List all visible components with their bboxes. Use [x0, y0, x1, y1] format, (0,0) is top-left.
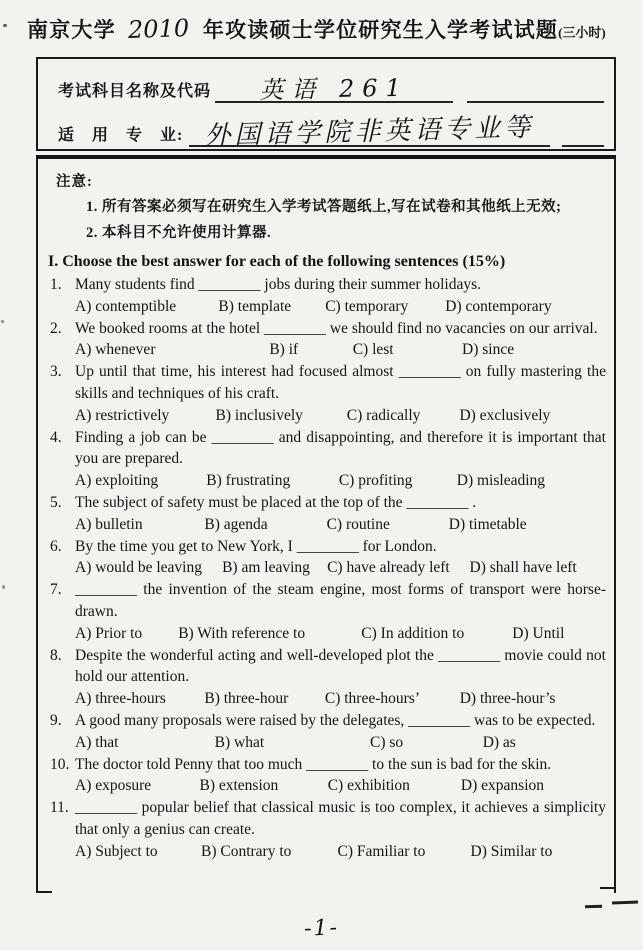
question-number: 3.	[50, 363, 62, 381]
option-c: C) profiting	[338, 472, 413, 490]
option-a: A) bulletin	[75, 515, 143, 533]
major-label: 适 用 专 业:	[58, 127, 184, 144]
option-b: B) template	[218, 297, 292, 315]
question-options	[75, 339, 595, 361]
subject-row	[58, 69, 604, 103]
question-box	[36, 155, 616, 893]
box-corner-right	[600, 887, 616, 889]
question-stem: The subject of safety must be placed at the top of the ________ .	[75, 493, 477, 511]
question-number: 9.	[50, 711, 62, 729]
question-stem: ________ popular belief that classical music is too complex, it achieves a simplicity that only a genius can create.	[75, 799, 606, 838]
option-d: D) Similar to	[470, 842, 553, 860]
option-c: C) exhibition	[327, 777, 410, 795]
option-b: B) With reference to	[178, 624, 306, 642]
option-d: D) timetable	[448, 515, 527, 533]
scan-artifact-dash	[612, 901, 638, 905]
option-c: C) radically	[346, 406, 421, 424]
question-stem: Up until that time, his interest had focused almost ________ on fully mastering the skills and techniques of his craft.	[75, 363, 606, 402]
option-b: B) frustrating	[206, 472, 291, 490]
option-a: A) exposure	[75, 777, 152, 795]
option-d: D) Until	[512, 624, 565, 642]
scan-artifact-speck	[3, 24, 7, 27]
section-heading: I. Choose the best answer for each of the following sentences (15%)	[48, 253, 506, 270]
question-number: 6.	[50, 537, 62, 555]
question-stem: Despite the wonderful acting and well-developed plot the ________ movie could not hold our attention.	[75, 646, 606, 686]
option-b: B) am leaving	[222, 559, 310, 577]
option-a: A) restrictively	[75, 406, 170, 424]
question-options	[75, 405, 595, 427]
option-b: B) Contrary to	[200, 842, 292, 860]
question-stem: We booked rooms at the hotel ________ we should find no vacancies on our arrival.	[75, 319, 598, 337]
question-7	[48, 579, 606, 644]
option-a: A) Subject to	[75, 842, 158, 860]
question-4	[48, 427, 606, 492]
option-d: D) shall have left	[469, 559, 577, 577]
exam-duration: (三小时)	[558, 25, 606, 40]
option-a: A) exploiting	[75, 472, 159, 490]
option-b: B) if	[269, 341, 299, 359]
option-b: B) what	[214, 733, 265, 751]
option-c: C) In addition to	[361, 624, 465, 642]
question-options	[75, 732, 595, 754]
question-6	[48, 536, 606, 580]
major-row	[58, 112, 604, 152]
question-stem: Finding a job can be ________ and disappointing, and therefore it is important that you are prepared.	[75, 428, 606, 468]
option-a: A) contemptible	[75, 297, 177, 315]
major-underline	[189, 111, 550, 152]
handwritten-subject: 英语 261	[259, 73, 410, 105]
subject-label: 考试科目名称及代码	[58, 83, 212, 100]
option-d: D) as	[482, 733, 516, 751]
option-a: A) Prior to	[75, 624, 143, 642]
major-underline-extra	[562, 111, 604, 147]
option-d: D) contemporary	[445, 297, 552, 315]
question-number: 8.	[50, 646, 62, 664]
question-9	[48, 710, 606, 754]
question-8	[48, 645, 606, 710]
question-number: 5.	[50, 493, 62, 511]
question-stem: A good many proposals were raised by the delegates, ________ was to be expected.	[75, 711, 596, 729]
scan-artifact-dash	[585, 905, 602, 909]
box-corner-left	[36, 891, 52, 893]
question-10	[48, 754, 606, 798]
question-stem: Many students find ________ jobs during their summer holidays.	[75, 276, 481, 293]
question-options	[75, 688, 595, 710]
option-a: A) that	[75, 733, 119, 751]
option-b: B) agenda	[204, 515, 268, 533]
subject-underline-extra	[467, 67, 604, 103]
option-d: D) three-hour’s	[459, 690, 556, 708]
question-number: 1.	[50, 276, 62, 293]
option-d: D) expansion	[460, 777, 544, 795]
option-c: C) so	[369, 733, 404, 751]
option-a: A) three-hours	[75, 690, 166, 708]
question-number: 4.	[50, 428, 62, 446]
option-c: C) three-hours’	[324, 690, 420, 708]
question-11	[48, 797, 606, 862]
question-stem: By the time you get to New York, I ________ for London.	[75, 537, 437, 555]
subject-info-box	[36, 57, 616, 151]
question-stem: ________ the invention of the steam engine, most forms of transport were horse-drawn.	[75, 581, 606, 620]
option-d: D) exclusively	[459, 406, 551, 424]
option-c: C) Familiar to	[337, 842, 426, 860]
option-d: D) since	[462, 341, 515, 359]
exam-header	[27, 14, 639, 44]
notice-title: 注意:	[56, 174, 93, 190]
question-3	[48, 361, 606, 426]
notice-item-2: 2. 本科目不允许使用计算器.	[86, 225, 272, 241]
question-options	[75, 514, 595, 536]
question-options	[75, 841, 595, 863]
option-b: B) inclusively	[215, 406, 303, 424]
question-number: 2.	[50, 319, 62, 337]
option-b: B) three-hour	[204, 690, 289, 708]
question-options	[75, 557, 595, 579]
question-stem: The doctor told Penny that too much ________ to the sun is bad for the skin.	[75, 755, 552, 773]
option-a: A) would be leaving	[75, 559, 202, 577]
question-number: 7.	[50, 581, 62, 599]
question-5	[48, 492, 606, 536]
question-1	[48, 274, 606, 318]
question-options	[75, 296, 595, 318]
option-c: C) temporary	[325, 297, 409, 315]
page-number: -1-	[303, 915, 340, 942]
question-options	[75, 470, 595, 492]
option-c: C) lest	[352, 341, 394, 359]
scan-artifact-speck	[2, 585, 5, 589]
university-name: 南京大学	[27, 18, 116, 42]
option-c: C) routine	[326, 515, 390, 533]
scan-artifact-speck	[1, 320, 4, 323]
handwritten-major: 外国语学院非英语专业等	[204, 112, 536, 152]
notice-item-1: 1. 所有答案必须写在研究生入学考试答题纸上,写在试卷和其他纸上无效;	[86, 199, 562, 215]
option-a: A) whenever	[75, 341, 156, 359]
handwritten-year: 2010	[127, 13, 190, 45]
question-options	[75, 775, 595, 797]
question-2	[48, 318, 606, 362]
option-c: C) have already left	[327, 559, 450, 577]
question-options	[75, 623, 595, 645]
question-number: 10.	[50, 755, 70, 773]
question-number: 11.	[50, 799, 69, 817]
option-d: D) misleading	[456, 472, 546, 490]
exam-title: 年攻读硕士学位研究生入学考试试题	[202, 18, 559, 42]
subject-underline	[215, 67, 453, 103]
option-b: B) extension	[199, 777, 279, 795]
